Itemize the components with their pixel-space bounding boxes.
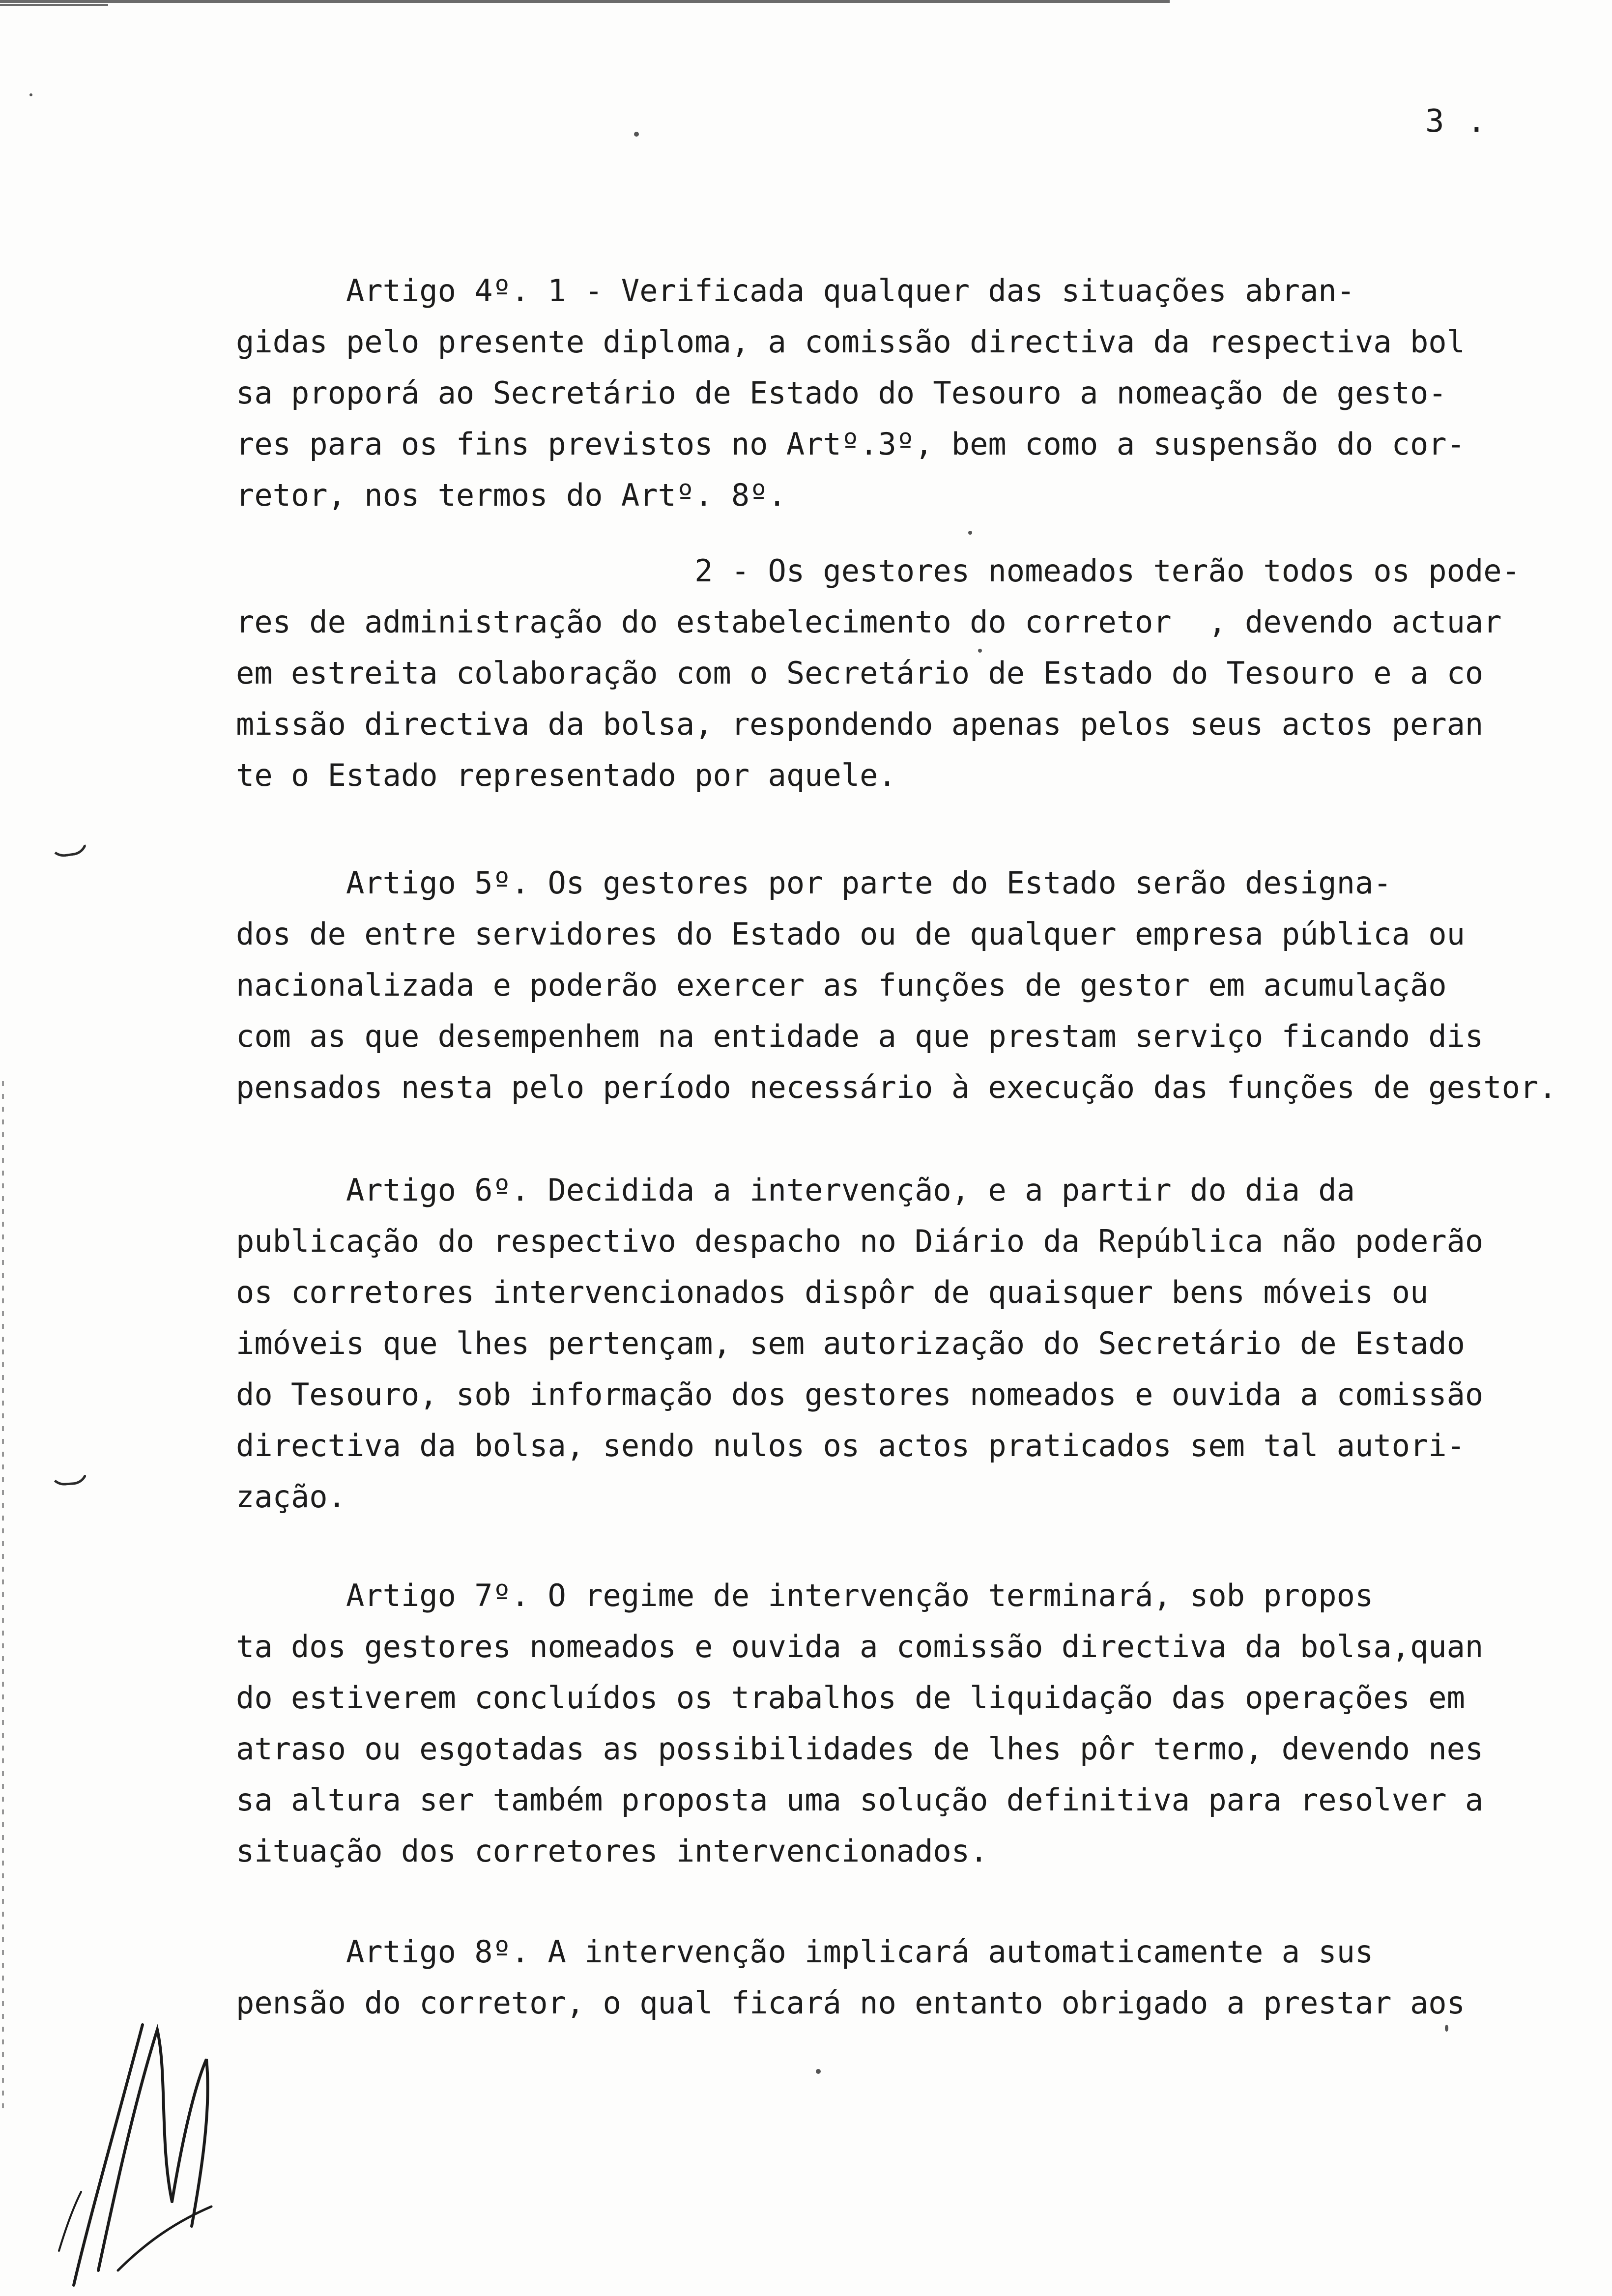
text-line: Artigo 4º. 1 - Verificada qualquer das situações abran- xyxy=(236,273,1355,309)
paragraph-artigo-4-2 xyxy=(236,545,1612,801)
top-edge-rule xyxy=(0,0,1170,3)
text-line: pensão do corretor, o qual ficará no entanto obrigado a prestar aos xyxy=(236,1985,1465,2021)
scan-speck xyxy=(978,649,982,653)
scan-speck xyxy=(634,132,639,137)
text-line: retor, nos termos do Artº. 8º. xyxy=(236,477,786,513)
text-line: ta dos gestores nomeados e ouvida a comissão directiva da bolsa,quan xyxy=(236,1629,1484,1665)
margin-mark xyxy=(49,1468,89,1487)
margin-mark xyxy=(48,838,89,859)
text-line: sa altura ser também proposta uma solução definitiva para resolver a xyxy=(236,1782,1484,1818)
page-number: 3 . xyxy=(1425,103,1488,140)
text-line: do Tesouro, sob informação dos gestores nomeados e ouvida a comissão xyxy=(236,1377,1484,1412)
text-line: missão directiva da bolsa, respondendo apenas pelos seus actos peran xyxy=(236,706,1484,742)
text-line: directiva da bolsa, sendo nulos os actos praticados sem tal autori- xyxy=(236,1428,1465,1464)
text-line: publicação do respectivo despacho no Diário da República não poderão xyxy=(236,1223,1484,1259)
handwritten-signature xyxy=(44,1995,221,2290)
text-line: gidas pelo presente diploma, a comissão directiva da respectiva bol xyxy=(236,324,1465,360)
text-line: sa proporá ao Secretário de Estado do Tesouro a nomeação de gesto- xyxy=(236,375,1447,411)
text-line: res de administração do estabelecimento do corretor , devendo actuar xyxy=(236,604,1502,640)
text-line: situação dos corretores intervencionados. xyxy=(236,1833,988,1869)
paragraph-artigo-7 xyxy=(236,1570,1612,1877)
scan-speck xyxy=(968,531,972,535)
text-line: Artigo 6º. Decidida a intervenção, e a partir do dia da xyxy=(236,1172,1355,1208)
paragraph-artigo-6 xyxy=(236,1165,1612,1522)
text-line: os corretores intervencionados dispôr de quaisquer bens móveis ou xyxy=(236,1274,1429,1310)
text-line: do estiverem concluídos os trabalhos de liquidação das operações em xyxy=(236,1680,1465,1716)
text-line: Artigo 7º. O regime de intervenção terminará, sob propos xyxy=(236,1578,1374,1613)
top-edge-rule-short xyxy=(0,4,108,6)
text-line: zação. xyxy=(236,1479,346,1515)
text-line: Artigo 5º. Os gestores por parte do Estado serão designa- xyxy=(236,865,1392,901)
scan-edge-marks xyxy=(2,1081,4,2113)
scan-speck xyxy=(816,2069,821,2074)
text-line: com as que desempenhem na entidade a que prestam serviço ficando dis xyxy=(236,1018,1484,1054)
text-line: te o Estado representado por aquele. xyxy=(236,757,896,793)
paragraph-artigo-4-1 xyxy=(236,265,1612,521)
text-line: 2 - Os gestores nomeados terão todos os pode- xyxy=(236,553,1520,589)
text-line: pensados nesta pelo período necessário à execução das funções de gestor. xyxy=(236,1069,1557,1105)
scan-speck xyxy=(1445,2025,1448,2032)
text-line: em estreita colaboração com o Secretário de Estado do Tesouro e a co xyxy=(236,655,1484,691)
text-line: nacionalizada e poderão exercer as funções de gestor em acumulação xyxy=(236,967,1447,1003)
text-line: Artigo 8º. A intervenção implicará automaticamente a sus xyxy=(236,1934,1374,1970)
text-line: dos de entre servidores do Estado ou de qualquer empresa pública ou xyxy=(236,916,1465,952)
paragraph-artigo-8 xyxy=(236,1926,1612,2029)
text-line: imóveis que lhes pertençam, sem autorização do Secretário de Estado xyxy=(236,1325,1465,1361)
paragraph-artigo-5 xyxy=(236,858,1612,1113)
text-line: res para os fins previstos no Artº.3º, bem como a suspensão do cor- xyxy=(236,426,1465,462)
text-line: atraso ou esgotadas as possibilidades de lhes pôr termo, devendo nes xyxy=(236,1731,1484,1767)
scan-speck xyxy=(29,93,32,96)
